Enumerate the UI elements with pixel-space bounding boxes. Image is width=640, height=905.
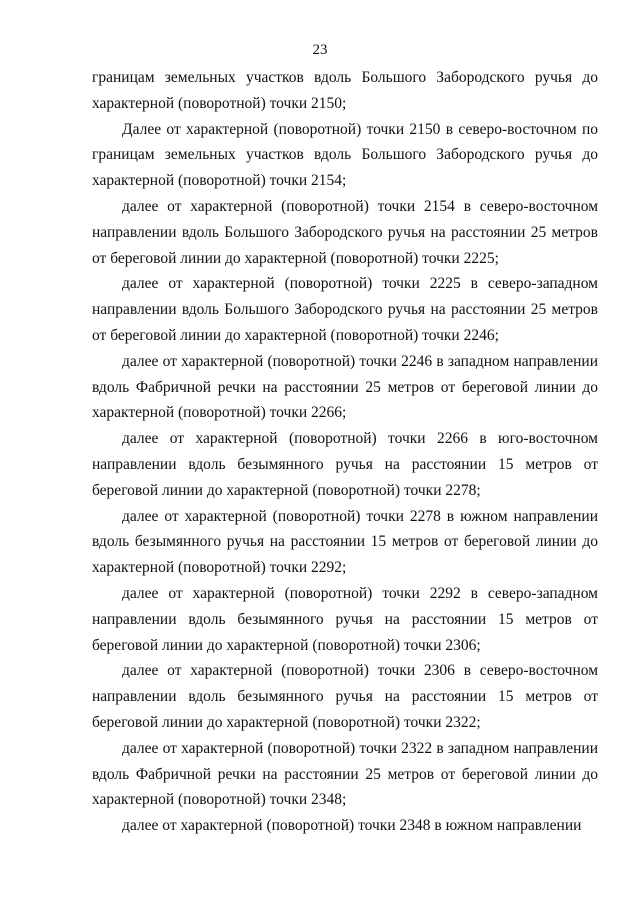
- paragraph-7: далее от характерной (поворотной) точки 2278 в южном направлении вдоль безымянного ручья на расстоянии 15 метров от береговой линии до характерной (поворотной) точки 2292;: [92, 507, 598, 577]
- page-number: 23: [312, 42, 328, 58]
- paragraph-6: далее от характерной (поворотной) точки 2266 в юго-восточном направлении вдоль безымянного ручья на расстоянии 15 метров от береговой линии до характерной (поворотной) точки 2278;: [92, 430, 598, 499]
- paragraph-11: далее от характерной (поворотной) точки 2348 в южном направлении: [122, 817, 582, 835]
- paragraph-9: далее от характерной (поворотной) точки 2306 в северо-восточном направлении вдоль безымянного ручья на расстоянии 15 метров от береговой линии до характерной (поворотной) точки 2322;: [92, 662, 598, 731]
- paragraph-5: далее от характерной (поворотной) точки 2246 в западном направлении вдоль Фабричной речки на расстоянии 25 метров от береговой линии до характерной (поворотной) точки 2266;: [92, 352, 598, 422]
- paragraph-2: Далее от характерной (поворотной) точки 2150 в северо-восточном по границам земельных участков вдоль Большого Забородского ручья до характерной (поворотной) точки 2154;: [92, 120, 598, 190]
- document-body: [92, 65, 598, 839]
- paragraph-4: далее от характерной (поворотной) точки 2225 в северо-западном направлении вдоль Большого Забородского ручья на расстоянии 25 метров от береговой линии до характерной (поворотной) точки 2246;: [92, 275, 598, 344]
- paragraph-10: далее от характерной (поворотной) точки 2322 в западном направлении вдоль Фабричной речки на расстоянии 25 метров от береговой линии до характерной (поворотной) точки 2348;: [92, 739, 598, 809]
- paragraph-1: границам земельных участков вдоль Большого Забородского ручья до характерной (поворотной) точки 2150;: [92, 69, 598, 112]
- paragraph-3: далее от характерной (поворотной) точки 2154 в северо-восточном направлении вдоль Большого Забородского ручья на расстоянии 25 метров от береговой линии до характерной (поворотной) точки 2225;: [92, 197, 598, 267]
- paragraph-8: далее от характерной (поворотной) точки 2292 в северо-западном направлении вдоль безымянного ручья на расстоянии 15 метров от береговой линии до характерной (поворотной) точки 2306;: [92, 584, 598, 654]
